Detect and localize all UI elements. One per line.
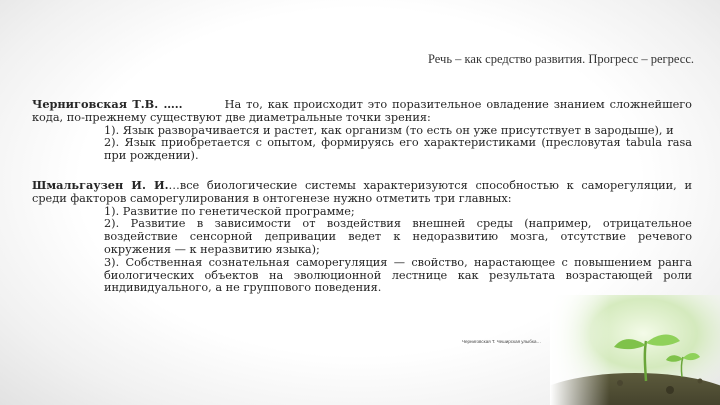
sprout-photo <box>550 295 720 405</box>
footnote: Черниговская Т. Чеширская улыбка… <box>462 339 541 344</box>
list-item: 1). Язык разворачивается и растет, как организм (то есть он уже присутствует в зародыше), и <box>104 123 674 137</box>
paragraph-chernigovskaya <box>32 98 692 125</box>
list-item: 2). Развитие в зависимости от воздействия внешней среды (например, отрицательное воздействие сенсорной депривации ведет к недоразвитию мозга, отсутствие речевого окружения — к неразвитию языка); <box>104 217 692 256</box>
paragraph-intro: …все биологические системы характеризуются способностью к саморегуляции, и среди факторов саморегулирования в онтогенезе нужно отметить три главных: <box>32 178 692 205</box>
list-item: 3). Собственная сознательная саморегуляция — свойство, нарастающее с повышением ранга биологических объектов на эволюционной лестнице как результата возрастающей роли индивидуального, а не группового поведения. <box>104 255 692 295</box>
list-item: 2). Язык приобретается с опытом, формируясь его характеристиками (пресловутая tabula rasa при рождении). <box>104 136 692 163</box>
slide-title: Речь – как средство развития. Прогресс – регресс. <box>428 52 694 66</box>
list-item: 1). Развитие по генетической программе; <box>104 204 355 218</box>
author-chernigovskaya: Черниговская Т.В. ….. <box>32 97 183 111</box>
slide-body <box>32 98 692 295</box>
paragraph-schmalhausen <box>32 179 692 206</box>
paragraph-intro: На то, как происходит это поразительное овладение знанием сложнейшего кода, по-прежнему существуют две диаметральные точки зрения: <box>32 98 692 124</box>
sprout-icon <box>550 295 720 405</box>
author-schmalhausen: Шмальгаузен И. И. <box>32 177 169 192</box>
